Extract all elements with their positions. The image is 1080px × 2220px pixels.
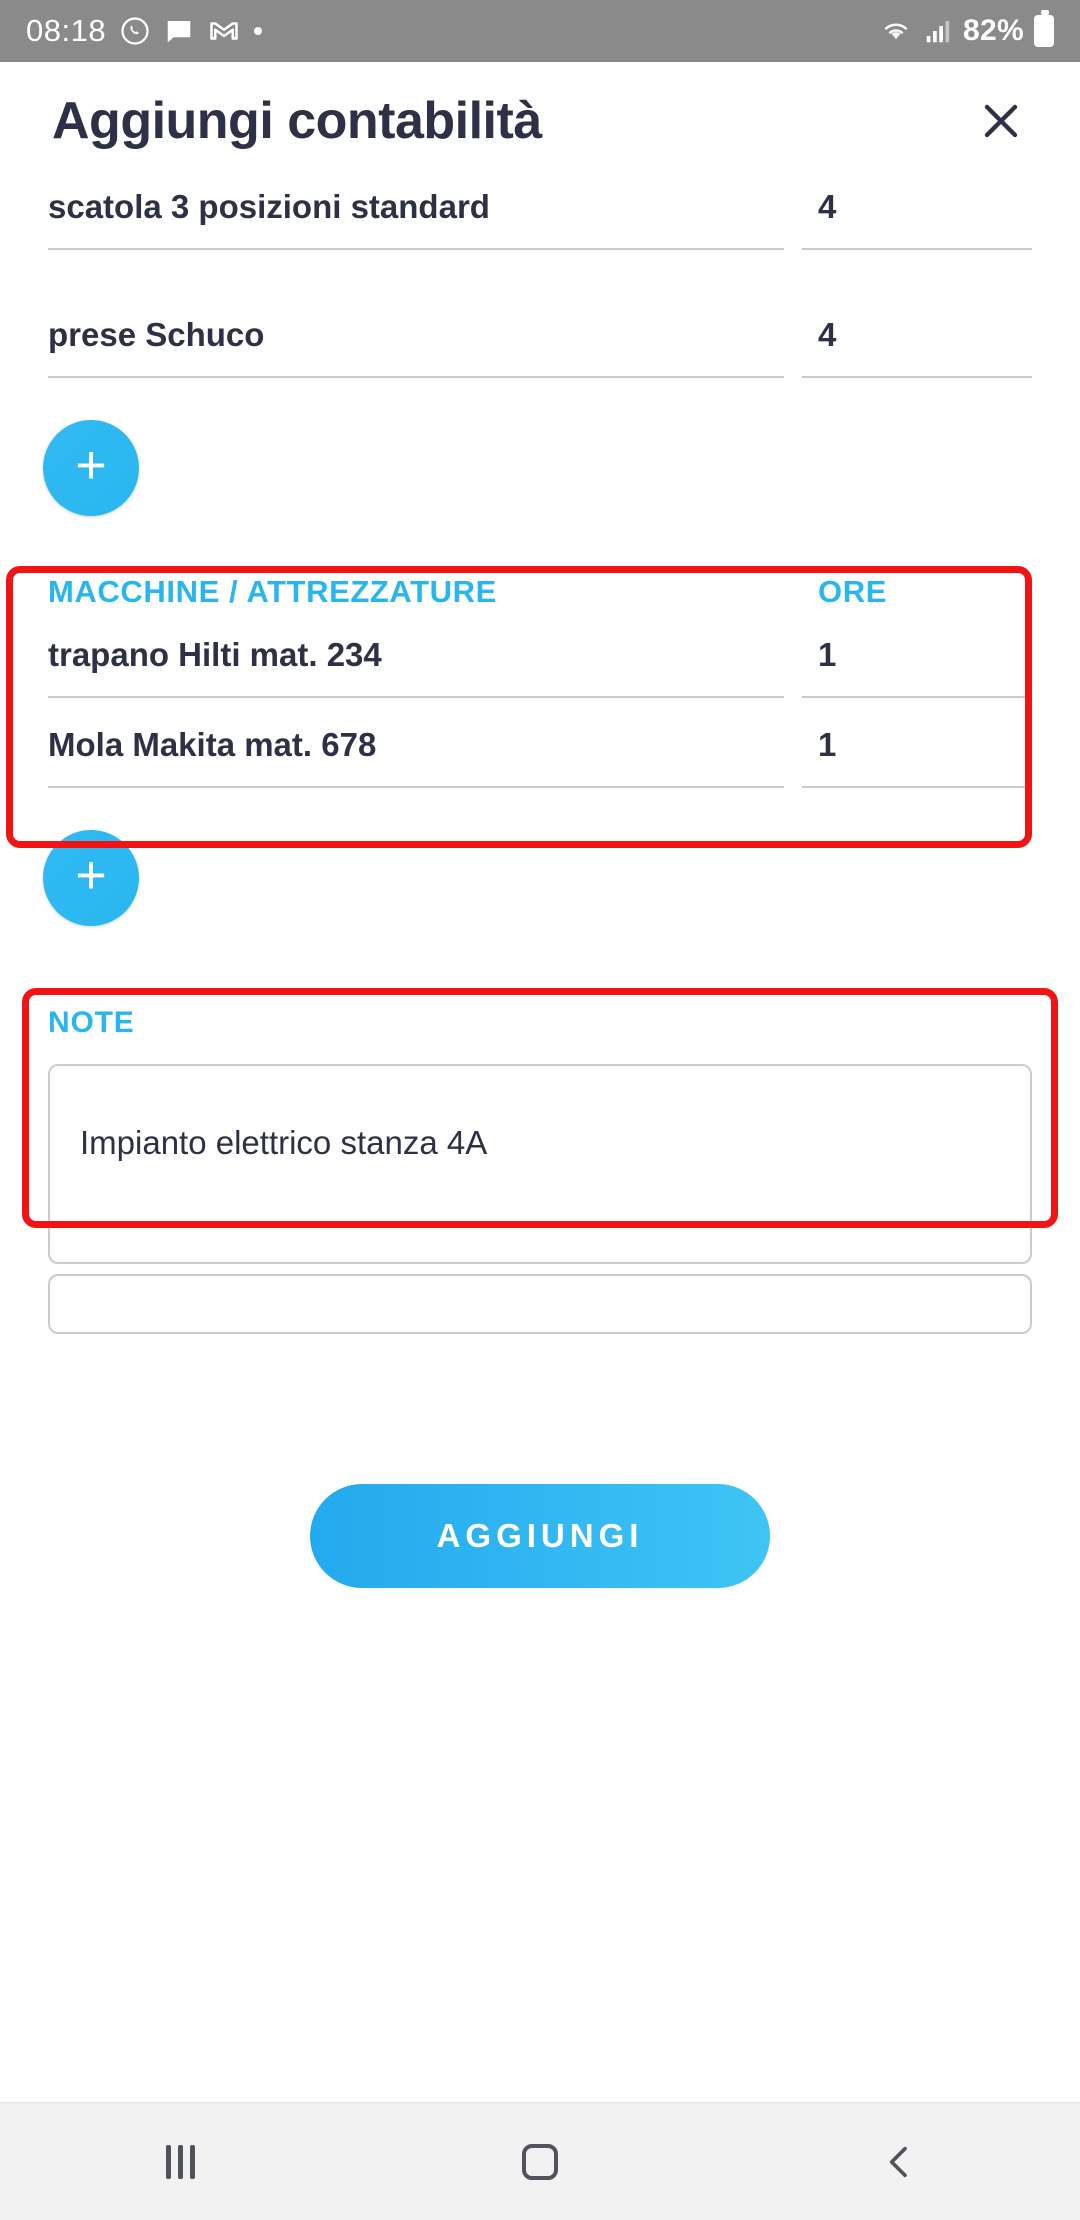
- add-material-button[interactable]: [43, 420, 139, 516]
- machines-title: MACCHINE / ATTREZZATURE: [48, 574, 497, 609]
- messages-icon: [164, 16, 194, 46]
- status-left-group: [26, 13, 262, 49]
- battery-percent: 82%: [963, 14, 1024, 47]
- material-name[interactable]: prese Schuco: [48, 316, 784, 378]
- spacer: [0, 250, 1080, 316]
- gmail-icon: [208, 16, 240, 46]
- machine-hours[interactable]: 1: [802, 636, 1032, 698]
- cellular-signal-icon: [923, 16, 953, 46]
- machine-name[interactable]: Mola Makita mat. 678: [48, 726, 784, 788]
- form-content: [0, 180, 1080, 2102]
- close-icon[interactable]: [966, 86, 1036, 156]
- whatsapp-icon: [120, 16, 150, 46]
- battery-icon: [1034, 15, 1054, 47]
- add-machine-button[interactable]: [43, 830, 139, 926]
- material-name[interactable]: scatola 3 posizioni standard: [48, 188, 784, 250]
- machine-row[interactable]: [0, 726, 1080, 788]
- status-right-group: [879, 14, 1054, 48]
- machine-name[interactable]: trapano Hilti mat. 234: [48, 636, 784, 698]
- status-bar: [0, 0, 1080, 62]
- submit-button[interactable]: AGGIUNGI: [310, 1484, 770, 1588]
- wifi-icon: [879, 16, 913, 46]
- notes-input-secondary[interactable]: [48, 1274, 1032, 1334]
- machines-unit-header: ORE: [818, 574, 887, 609]
- material-qty[interactable]: 4: [802, 316, 1032, 378]
- plus-icon: +: [75, 845, 107, 905]
- dialog-header: [0, 62, 1080, 180]
- cta-container: [0, 1484, 1080, 1588]
- recents-icon[interactable]: [120, 2103, 240, 2220]
- machines-section: [0, 574, 1080, 788]
- back-icon[interactable]: [840, 2103, 960, 2220]
- dot-icon: [254, 27, 262, 35]
- notes-input[interactable]: Impianto elettrico stanza 4A: [48, 1064, 1032, 1264]
- material-qty[interactable]: 4: [802, 188, 1032, 250]
- notes-section: [0, 1006, 1080, 1334]
- system-nav-bar: [0, 2102, 1080, 2220]
- material-row-clipped[interactable]: [0, 180, 1080, 250]
- material-row[interactable]: [0, 316, 1080, 378]
- machine-row[interactable]: [0, 636, 1080, 698]
- notes-label: NOTE: [48, 1006, 135, 1039]
- status-time: 08:18: [26, 13, 107, 48]
- machines-header: [0, 574, 1080, 610]
- page-title: Aggiungi contabilità: [52, 92, 542, 150]
- plus-icon: +: [75, 435, 107, 495]
- home-icon[interactable]: [480, 2103, 600, 2220]
- machine-hours[interactable]: 1: [802, 726, 1032, 788]
